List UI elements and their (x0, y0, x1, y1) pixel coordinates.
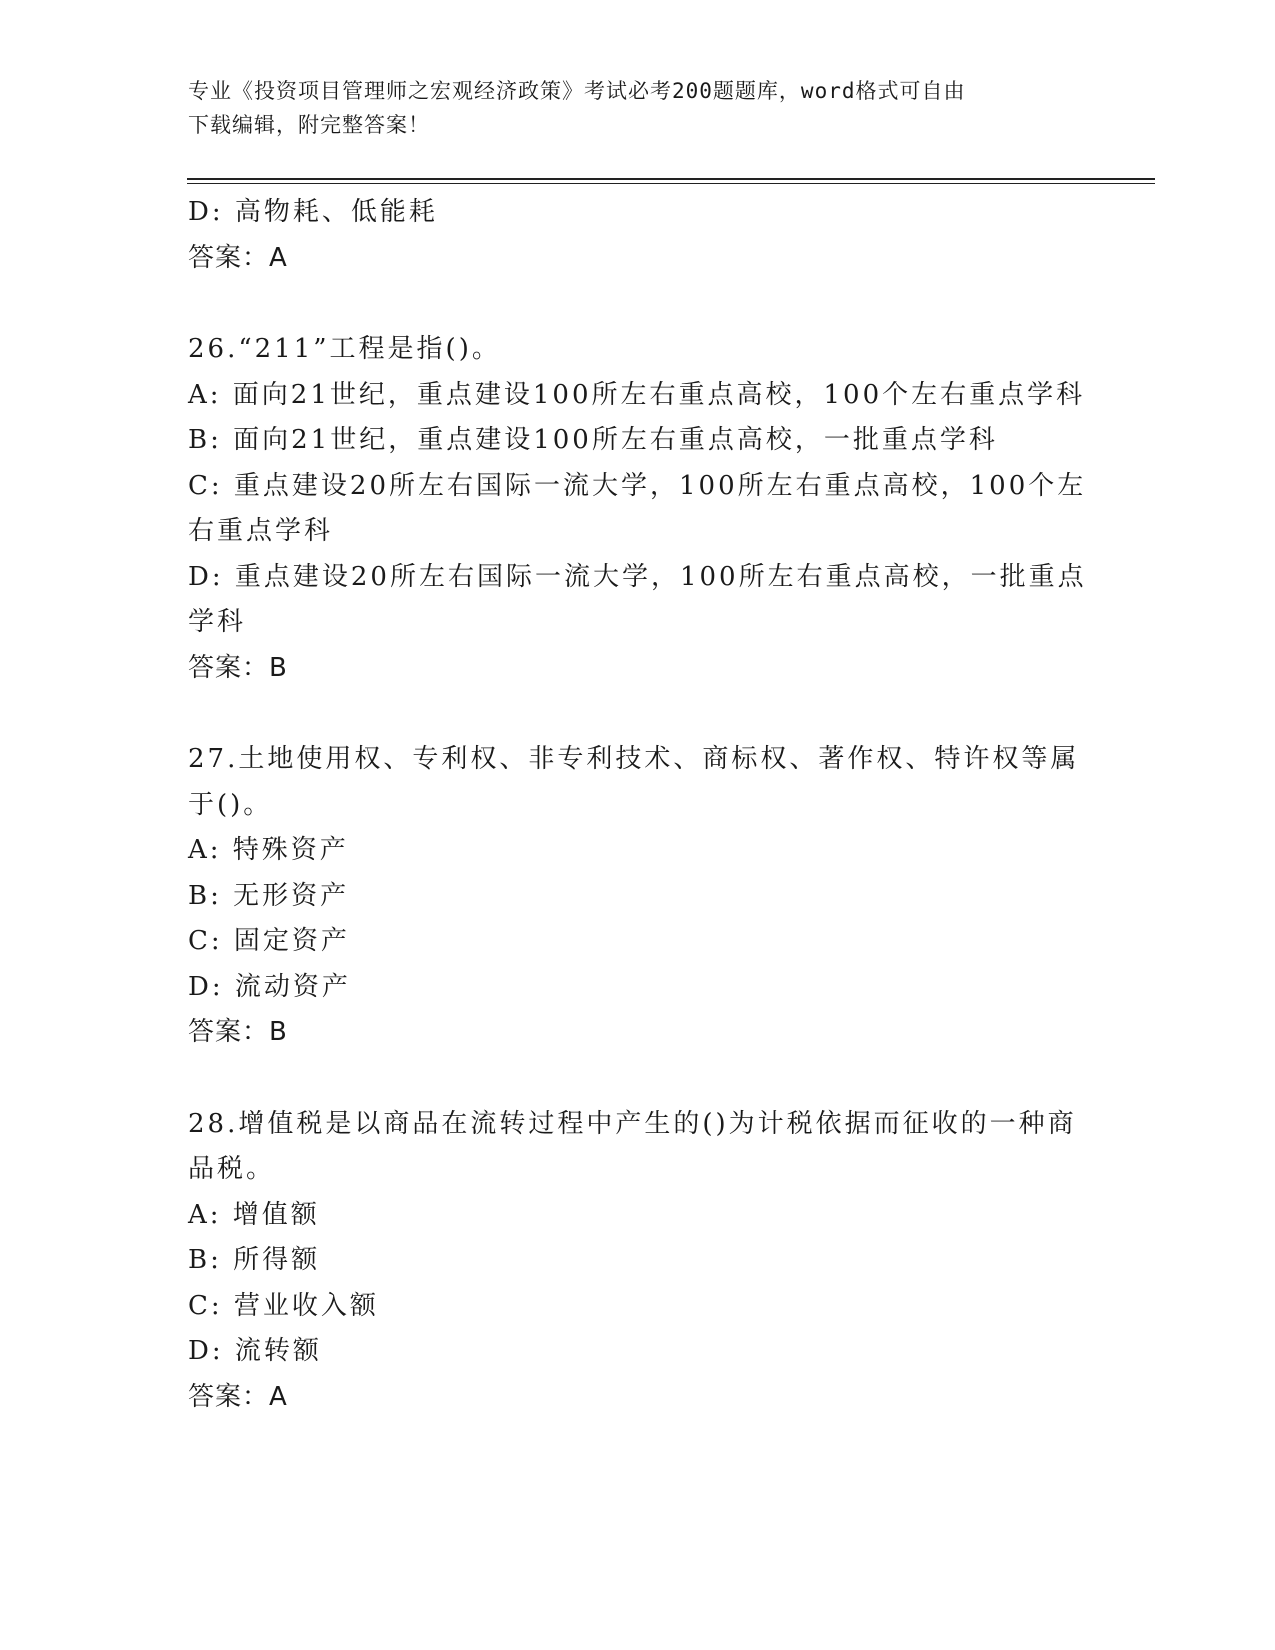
option-b: B: 所得额 (188, 1245, 321, 1275)
header-line-2: 下载编辑，附完整答案！ (188, 113, 430, 137)
option-c: C: 重点建设20所左右国际一流大学，100所左右重点高校，100个左 (188, 470, 1087, 501)
spacer (188, 1056, 1088, 1102)
option-c-cont: 右重点学科 (188, 516, 334, 546)
option-a: A: 特殊资产 (188, 835, 349, 865)
question-stem-cont: 于()。 (188, 789, 273, 820)
spacer (188, 281, 1088, 327)
header-rule-thick (187, 178, 1155, 180)
answer: 答案：A (188, 1381, 288, 1412)
option-d: D: 流动资产 (188, 971, 351, 1002)
option-c: C: 营业收入额 (188, 1290, 379, 1321)
question-content (188, 190, 1088, 1420)
option-a: A: 增值额 (188, 1199, 320, 1230)
question-27 (188, 737, 1088, 1056)
prev-answer: 答案：A (188, 242, 288, 273)
option-d: D: 重点建设20所左右国际一流大学，100所左右重点高校，一批重点 (188, 561, 1087, 592)
spacer (188, 691, 1088, 737)
option-b: B: 无形资产 (188, 880, 350, 911)
option-b: B: 面向21世纪，重点建设100所左右重点高校，一批重点学科 (188, 425, 998, 455)
option-a: A: 面向21世纪，重点建设100所左右重点高校，100个左右重点学科 (188, 379, 1086, 410)
prev-option-d: D: 高物耗、低能耗 (188, 197, 438, 227)
answer: 答案：B (188, 652, 288, 683)
header-rule-thin (187, 183, 1155, 184)
question-stem-cont: 品税。 (188, 1154, 276, 1184)
question-stem: 28.增值税是以商品在流转过程中产生的()为计税依据而征收的一种商 (188, 1108, 1077, 1139)
answer: 答案：B (188, 1017, 288, 1047)
option-c: C: 固定资产 (188, 926, 350, 956)
question-stem: 26.“211”工程是指()。 (188, 334, 501, 364)
question-stem: 27.土地使用权、专利权、非专利技术、商标权、著作权、特许权等属 (188, 744, 1080, 774)
option-d-cont: 学科 (188, 607, 247, 637)
question-26 (188, 327, 1088, 691)
page-header (188, 74, 1068, 142)
header-line-1: 专业《投资项目管理师之宏观经济政策》考试必考200题题库，word格式可自由 (188, 79, 966, 103)
question-28 (188, 1102, 1088, 1421)
option-d: D: 流转额 (188, 1336, 322, 1366)
